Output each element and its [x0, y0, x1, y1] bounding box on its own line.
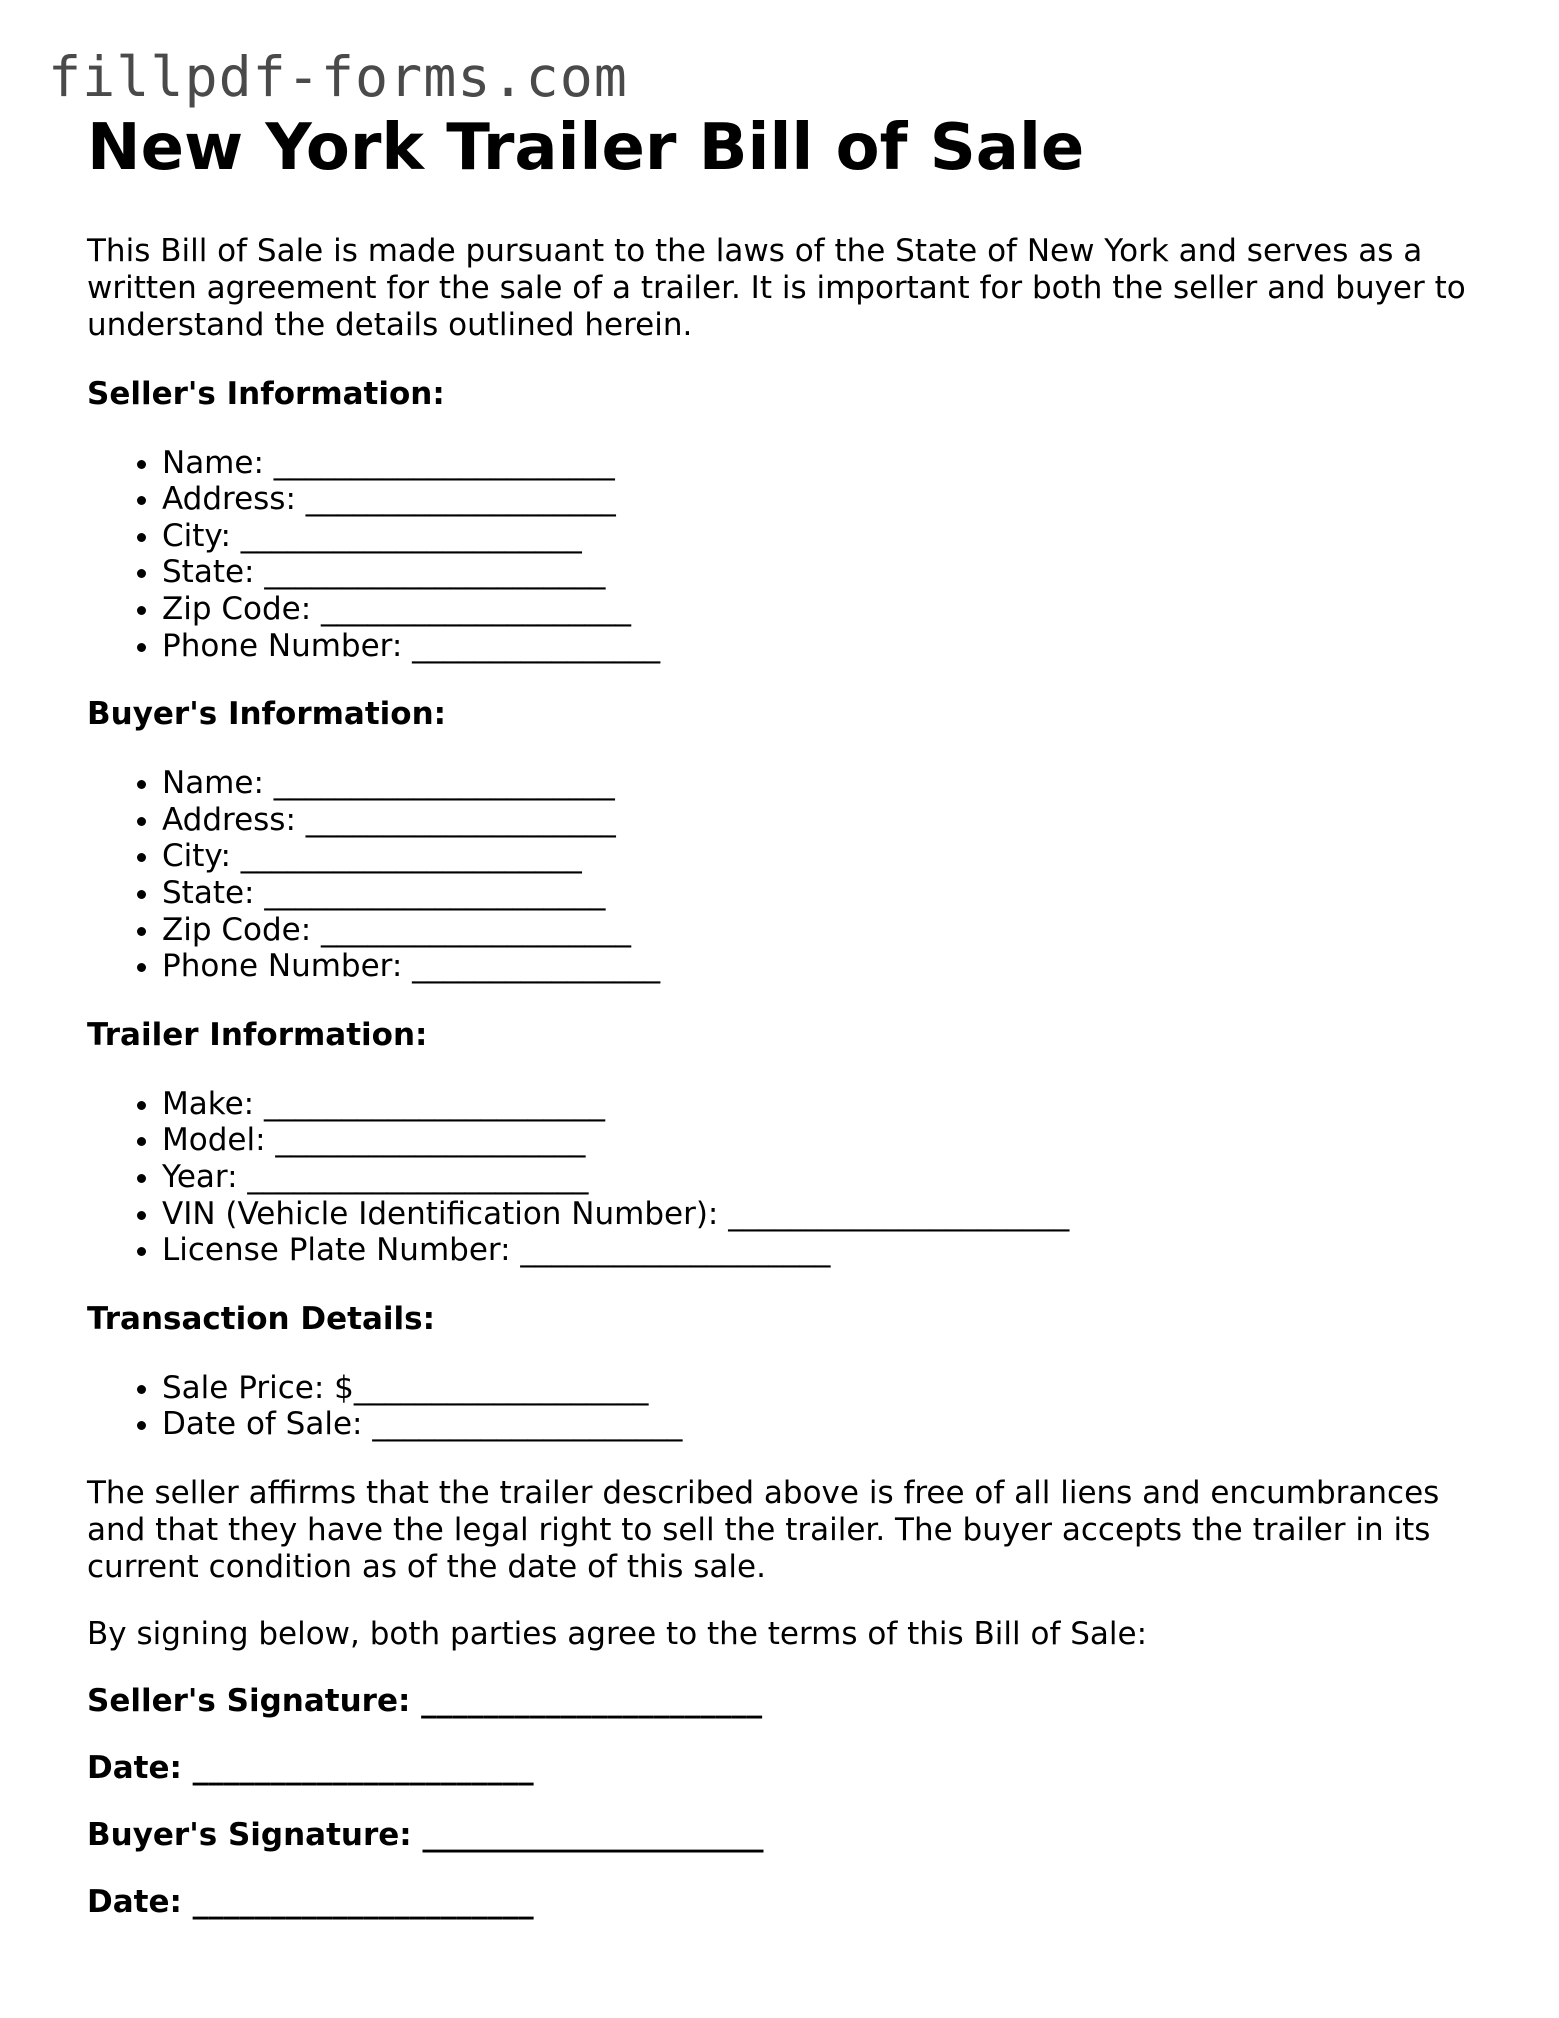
trailer-field-list — [87, 1086, 1487, 1269]
buyer-section-heading: Buyer's Information: — [87, 696, 447, 733]
seller-date-field[interactable]: Date: ______________________ — [87, 1749, 534, 1786]
affirmation-paragraph: The seller affirms that the trailer described above is free of all liens and encumbrances and that they have the legal right to sell the trailer. The buyer accepts the trailer in its current condition as of the date of this sale. — [87, 1474, 1440, 1585]
trailer-model-field[interactable]: • Model: ____________________ — [162, 1122, 1487, 1159]
buyer-state-field[interactable]: • State: ______________________ — [162, 875, 1487, 912]
transaction-section-heading: Transaction Details: — [87, 1300, 435, 1337]
trailer-make-field[interactable]: • Make: ______________________ — [162, 1086, 1487, 1123]
agreement-statement: By signing below, both parties agree to the terms of this Bill of Sale: — [87, 1615, 1148, 1652]
buyer-address-field[interactable]: • Address: ____________________ — [162, 802, 1487, 839]
seller-name-field[interactable]: • Name: ______________________ — [162, 445, 1487, 482]
trailer-vin-field[interactable]: • VIN (Vehicle Identification Number): ______________________ — [162, 1196, 1487, 1233]
document-page — [87, 112, 1487, 1921]
buyer-name-field[interactable]: • Name: ______________________ — [162, 765, 1487, 802]
seller-city-field[interactable]: • City: ______________________ — [162, 518, 1487, 555]
trailer-section-heading: Trailer Information: — [87, 1016, 428, 1053]
seller-address-field[interactable]: • Address: ____________________ — [162, 481, 1487, 518]
buyer-signature-field[interactable]: Buyer's Signature: ______________________ — [87, 1816, 764, 1853]
seller-field-list — [87, 445, 1487, 665]
buyer-phone-field[interactable]: • Phone Number: ________________ — [162, 948, 1487, 985]
seller-section-heading: Seller's Information: — [87, 375, 445, 412]
transaction-field-list — [87, 1370, 1487, 1443]
seller-state-field[interactable]: • State: ______________________ — [162, 554, 1487, 591]
intro-paragraph: This Bill of Sale is made pursuant to the laws of the State of New York and serves as a written agreement for the sale of a trailer. It is important for both the seller and buyer to understand the details outlined herein. — [87, 232, 1466, 343]
page-title: New York Trailer Bill of Sale — [87, 111, 1085, 185]
sale-date-field[interactable]: • Date of Sale: ____________________ — [162, 1406, 1487, 1443]
trailer-year-field[interactable]: • Year: ______________________ — [162, 1159, 1487, 1196]
buyer-field-list — [87, 765, 1487, 985]
sale-price-field[interactable]: • Sale Price: $___________________ — [162, 1370, 1487, 1407]
seller-signature-field[interactable]: Seller's Signature: ______________________ — [87, 1682, 763, 1719]
buyer-date-field[interactable]: Date: ______________________ — [87, 1883, 534, 1920]
buyer-zip-field[interactable]: • Zip Code: ____________________ — [162, 912, 1487, 949]
watermark-logo: fillpdf-forms.com — [48, 45, 628, 109]
buyer-city-field[interactable]: • City: ______________________ — [162, 838, 1487, 875]
seller-zip-field[interactable]: • Zip Code: ____________________ — [162, 591, 1487, 628]
trailer-plate-field[interactable]: • License Plate Number: ____________________ — [162, 1232, 1487, 1269]
seller-phone-field[interactable]: • Phone Number: ________________ — [162, 628, 1487, 665]
